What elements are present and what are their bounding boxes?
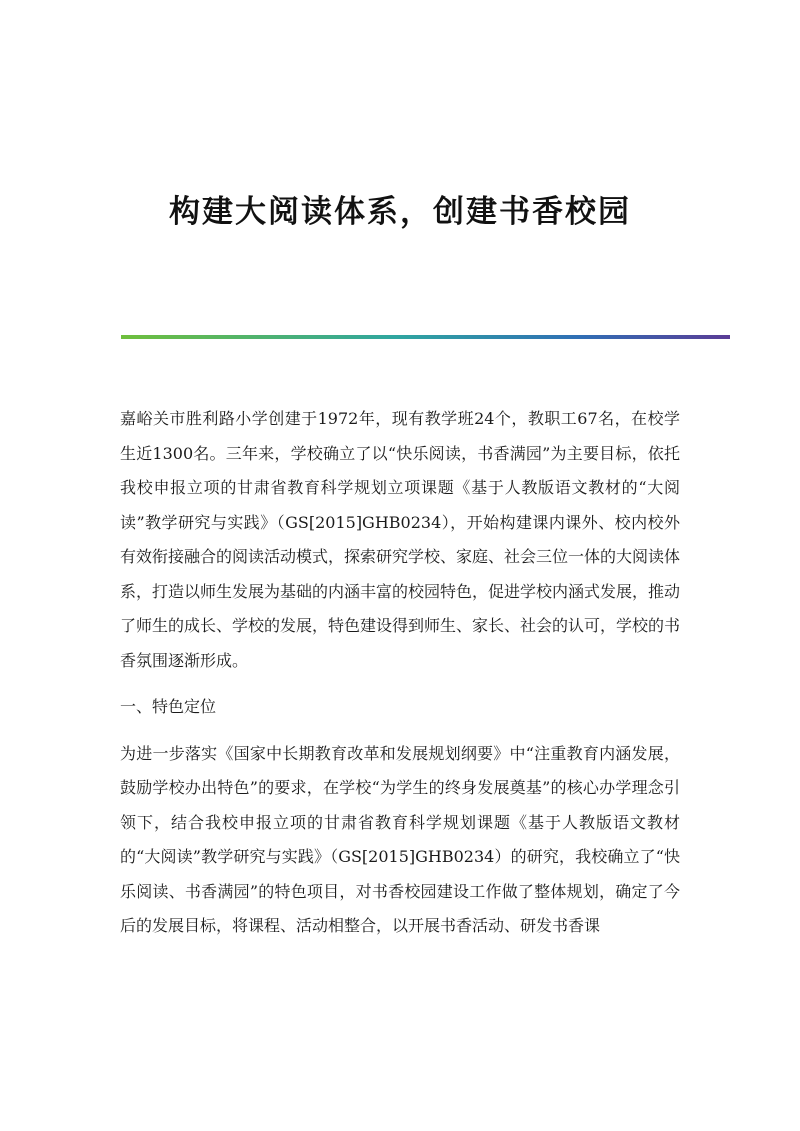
section-paragraph: 为进一步落实《国家中长期教育改革和发展规划纲要》中“注重教育内涵发展，鼓励学校办出特色”的要求，在学校“为学生的终身发展奠基”的核心办学理念引领下，结合我校申报立项的甘肃省教育科学规划课题《基于人教版语文教材的“大阅读”教学研究与实践》（GS[2015]GHB0234）的研究，我校确立了“快乐阅读、书香满园”的特色项目，对书香校园建设工作做了整体规划，确定了今后的发展目标，将课程、活动相整合，以开展书香活动、研发书香课 bbox=[120, 743, 680, 935]
intro-paragraph: 嘉峪关市胜利路小学创建于1972年，现有教学班24个，教职工67名，在校学生近1300名。三年来，学校确立了以“快乐阅读，书香满园”为主要目标，依托我校申报立项的甘肃省教育科学规划立项课题《基于人教版语文教材的“大阅读”教学研究与实践》（GS[2015]GHB0234），开始构建课内课外、校内校外有效衔接融合的阅读活动模式，探索研究学校、家庭、社会三位一体的大阅读体系，打造以师生发展为基础的内涵丰富的校园特色，促进学校内涵式发展，推动了师生的成长、学校的发展，特色建设得到师生、家长、社会的认可，学校的书香氛围逐渐形成。 bbox=[120, 409, 681, 670]
document-body bbox=[120, 402, 680, 956]
document-title: 构建大阅读体系，创建书香校园 bbox=[169, 194, 631, 230]
title-divider bbox=[121, 335, 730, 339]
section-heading: 一、特色定位 bbox=[120, 697, 217, 716]
